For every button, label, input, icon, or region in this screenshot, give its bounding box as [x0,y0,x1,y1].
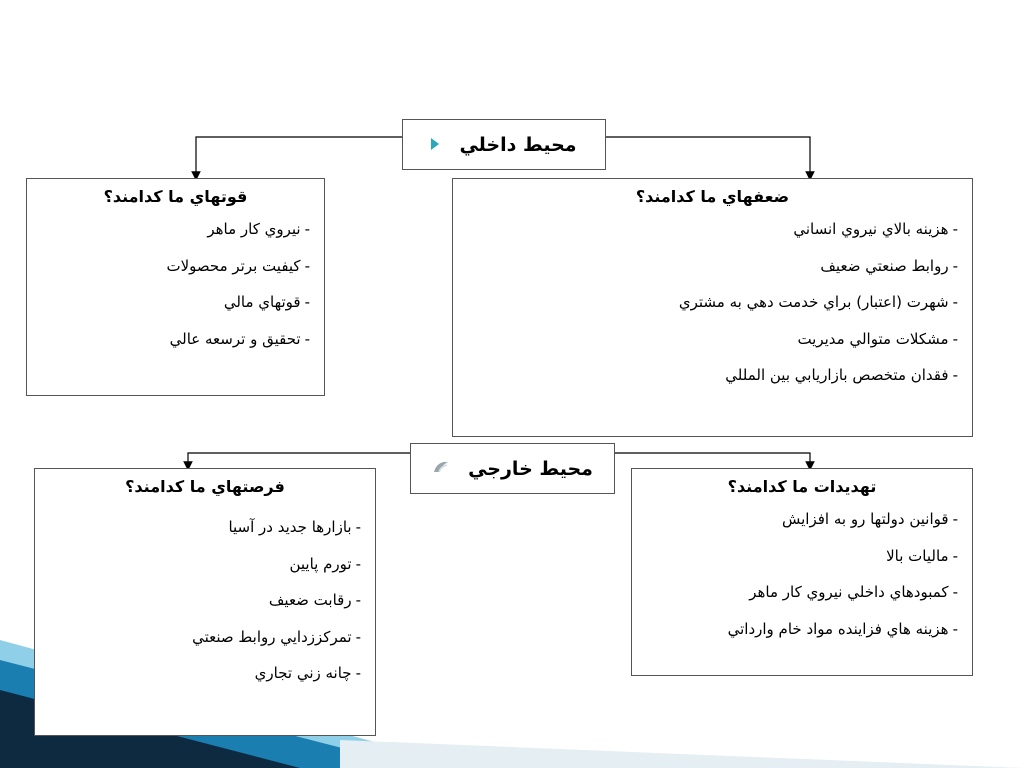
list-item: -ماليات بالا [886,546,958,565]
external-environment-title: محيط خارجي [468,457,593,480]
list-item: -نيروي كار ماهر [207,220,310,238]
strengths-list [27,220,324,349]
list-item: -كيفيت برتر محصولات [166,256,310,275]
weaknesses-box [452,178,973,437]
strengths-box [26,178,325,396]
list-item: -هزينه هاي فزاينده مواد خام وارداتي [727,619,958,638]
internal-environment-title: محيط داخلي [459,133,577,156]
list-item: -روابط صنعتي ضعيف [820,256,958,275]
list-item: -كمبودهاي داخلي نيروي كار ماهر [749,583,958,601]
list-item: -تورم پايين [289,554,361,573]
list-item: -قوانين دولتها رو به افزايش [782,510,958,528]
list-item: -مشكلات متوالي مديريت [797,329,958,348]
internal-environment-header [402,119,606,170]
list-item: -چانه زني تجاري [254,664,361,682]
threats-title: تهديدات ما كدامند؟ [727,477,877,496]
swirl-bullet-icon [432,459,450,478]
list-item: -قوتهاي مالي [223,293,310,311]
ribbon-pale [340,740,1024,768]
teal-triangle-bullet-icon [431,135,441,154]
weaknesses-list [453,220,972,386]
threats-list [632,510,972,639]
weaknesses-title: ضعفهاي ما كدامند؟ [635,187,790,206]
list-item: -تحقيق و ترسعه عالي [169,329,310,348]
external-environment-header [410,443,615,494]
list-item: -فقدان متخصص بازاريابي بين المللي [725,366,958,384]
list-item: -بازارها جديد در آسيا [228,518,361,536]
list-item: -رقابت ضعيف [268,591,361,609]
opportunities-title: فرصتهاي ما كدامند؟ [125,477,285,496]
list-item: -تمركززدايي روابط صنعتي [192,627,361,646]
list-item: -هزينه بالاي نيروي انساني [793,220,958,238]
strengths-title: قوتهاي ما كدامند؟ [103,187,248,206]
list-item: -شهرت (اعتبار) براي خدمت دهي به مشتري [678,293,958,311]
opportunities-box [34,468,376,736]
threats-box [631,468,973,676]
opportunities-list [35,518,375,684]
